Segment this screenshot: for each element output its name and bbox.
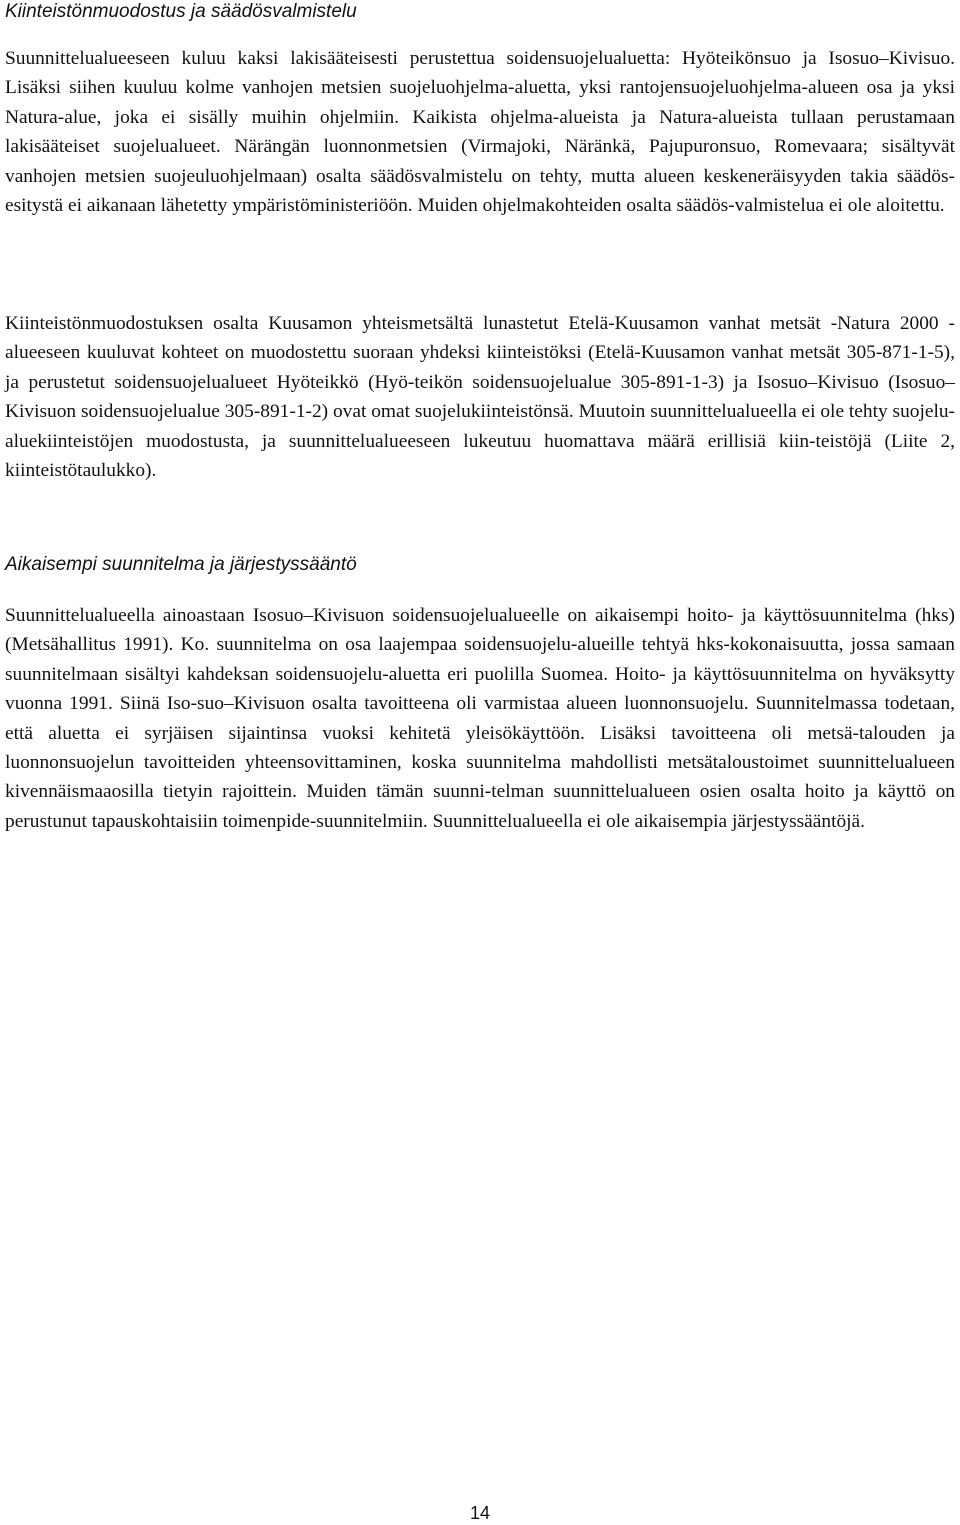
section-heading-kiinteistonmuodostus: Kiinteistönmuodostus ja säädösvalmistelu [5, 1, 357, 22]
paragraph-suojelualueet: Suunnittelualueeseen kuluu kaksi lakisääteisesti perustettua soidensuojelualuetta: Hyöteikönsuo ja Isosuo–Kivisuo. Lisäksi siihen kuuluu kolme vanhojen metsien suojeluohjelma-aluetta, yksi rantojensuojeluohjelma-alueen osa ja yksi Natura-alue, joka ei sisälly muihin ohjelmiin. Kaikista ohjelma-alueista ja Natura-alueista tullaan perustamaan lakisääteiset suojelualueet. Närängän luonnonmetsien (Virmajoki, Näränkä, Pajupuronsuo, Romevaara; sisältyvät vanhojen metsien suojeuluohjelmaan) osalta säädösvalmistelu on tehty, mutta alueen keskeneräisyyden takia säädös-esitystä ei aikanaan lähetetty ympäristöministeriöön. Muiden ohjelmakohteiden osalta säädös-valmistelua ei ole aloitettu. [5, 48, 955, 217]
paragraph-kiinteistonmuodostus: Kiinteistönmuodostuksen osalta Kuusamon yhteismetsältä lunastetut Etelä-Kuusamon vanhat metsät -Natura 2000 -alueeseen kuuluvat kohteet on muodostettu suoraan yhdeksi kiinteistöksi (Etelä-Kuusamon vanhat metsät 305-871-1-5), ja perustetut soidensuojelualueet Hyöteikkö (Hyö-teikön soidensuojelualue 305-891-1-3) ja Isosuo–Kivisuo (Isosuo–Kivisuon soidensuojelualue 305-891-1-2) ovat omat suojelukiinteistönsä. Muutoin suunnittelualueella ei ole tehty suojelu-aluekiinteistöjen muodostusta, ja suunnittelualueeseen lukeutuu huomattava määrä erillisiä kiin-teistöjä (Liite 2, kiinteistötaulukko). [5, 313, 955, 482]
paragraph-aikaisempi-suunnitelma: Suunnittelualueella ainoastaan Isosuo–Kivisuon soidensuojelualueelle on aikaisempi hoito- ja käyttösuunnitelma (hks) (Metsähallitus 1991). Ko. suunnitelma on osa laajempaa soidensuojelu-alueille tehtyä hks-kokonaisuutta, jossa samaan suunnitelmaan sisältyi kahdeksan soidensuojelu-aluetta eri puolilla Suomea. Hoito- ja käyttösuunnitelma on hyväksytty vuonna 1991. Siinä Iso-suo–Kivisuon osalta tavoitteena oli varmistaa alueen luonnonsuojelu. Suunnitelmassa todetaan, että aluetta ei syrjäisen sijaintinsa vuoksi kehitetä yleisökäyttöön. Lisäksi tavoitteena oli metsä-talouden ja luonnonsuojelun tavoitteiden yhteensovittaminen, koska suunnitelma mahdollisti metsätaloustoimet suunnittelualueen kivennäismaaosilla tietyin rajoittein. Muiden tämän suunni-telman suunnittelualueen osien osalta hoito ja käyttö on perustunut tapauskohtaisiin toimenpide-suunnitelmiin. Suunnittelualueella ei ole aikaisempia järjestyssääntöjä. [5, 605, 955, 832]
page-number: 14 [469, 1503, 491, 1523]
section-heading-aikaisempi-suunnitelma: Aikaisempi suunnitelma ja järjestyssääntö [5, 554, 357, 575]
